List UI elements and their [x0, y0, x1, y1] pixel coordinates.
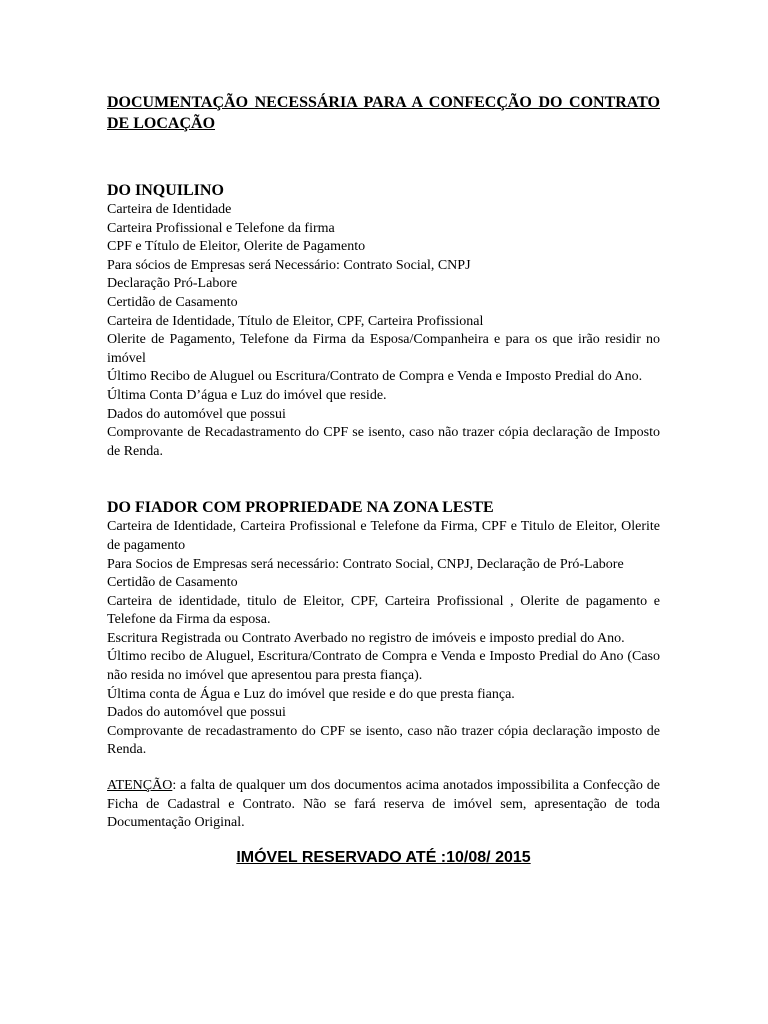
fiador-item: Comprovante de recadastramento do CPF se isento, caso não trazer cópia declaração imposto de Renda.	[107, 723, 660, 758]
fiador-item: Certidão de Casamento	[107, 575, 238, 591]
section-inquilino	[107, 181, 660, 461]
section-heading-inquilino: DO INQUILINO	[107, 182, 224, 199]
document-title: DOCUMENTAÇÃO NECESSÁRIA PARA A CONFECÇÃO DO CONTRATO DE LOCAÇÃO	[107, 94, 660, 132]
document-page	[107, 92, 660, 868]
inquilino-item: Carteira Profissional e Telefone da firma	[107, 220, 335, 236]
inquilino-item: Certidão de Casamento	[107, 294, 238, 310]
inquilino-item: CPF e Título de Eleitor, Olerite de Pagamento	[107, 239, 366, 255]
fiador-item: Última conta de Água e Luz do imóvel que reside e do que presta fiança.	[107, 686, 515, 702]
inquilino-item: Carteira de Identidade	[107, 202, 232, 217]
fiador-item: Escritura Registrada ou Contrato Averbado no registro de imóveis e imposto predial do Ano.	[107, 630, 625, 646]
inquilino-item: Carteira de Identidade, Título de Eleitor, CPF, Carteira Profissional	[107, 313, 484, 329]
inquilino-item: Dados do automóvel que possui	[107, 406, 286, 422]
attention-note	[107, 777, 660, 833]
fiador-item: Para Socios de Empresas será necessário: Contrato Social, CNPJ, Declaração de Pró-Labore	[107, 556, 624, 572]
fiador-item: Dados do automóvel que possui	[107, 705, 286, 721]
inquilino-item: Olerite de Pagamento, Telefone da Firma da Esposa/Companheira e para os que irão residir no imóvel	[107, 332, 660, 366]
fiador-item: Último recibo de Aluguel, Escritura/Contrato de Compra e Venda e Imposto Predial do Ano (Caso não resida no imóvel que apresentou para presta fiança).	[107, 649, 660, 684]
inquilino-item: Declaração Pró-Labore	[107, 276, 238, 292]
attention-label: ATENÇÃO	[107, 778, 173, 794]
inquilino-item: Última Conta D’água e Luz do imóvel que reside.	[107, 387, 387, 403]
section-heading-fiador: DO FIADOR COM PROPRIEDADE NA ZONA LESTE	[107, 499, 494, 517]
fiador-item: Carteira de identidade, titulo de Eleitor, CPF, Carteira Profissional , Olerite de pagamento e Telefone da Firma da esposa.	[107, 593, 660, 628]
inquilino-item: Último Recibo de Aluguel ou Escritura/Contrato de Compra e Venda e Imposto Predial do Ano.	[107, 369, 643, 385]
inquilino-item: Para sócios de Empresas será Necessário: Contrato Social, CNPJ	[107, 257, 471, 273]
attention-text: : a falta de qualquer um dos documentos acima anotados impossibilita a Confecção de Ficha de Cadastral e Contrato. Não se fará reserva de imóvel sem, apresentação de toda Documentação Original.	[107, 778, 660, 831]
inquilino-item: Comprovante de Recadastramento do CPF se isento, caso não trazer cópia declaração de Imposto de Renda.	[107, 425, 660, 459]
reserved-until: IMÓVEL RESERVADO ATÉ :10/08/ 2015	[236, 848, 531, 866]
fiador-item: Carteira de Identidade, Carteira Profissional e Telefone da Firma, CPF e Titulo de Eleitor, Olerite de pagamento	[107, 519, 660, 553]
section-fiador	[107, 498, 660, 760]
